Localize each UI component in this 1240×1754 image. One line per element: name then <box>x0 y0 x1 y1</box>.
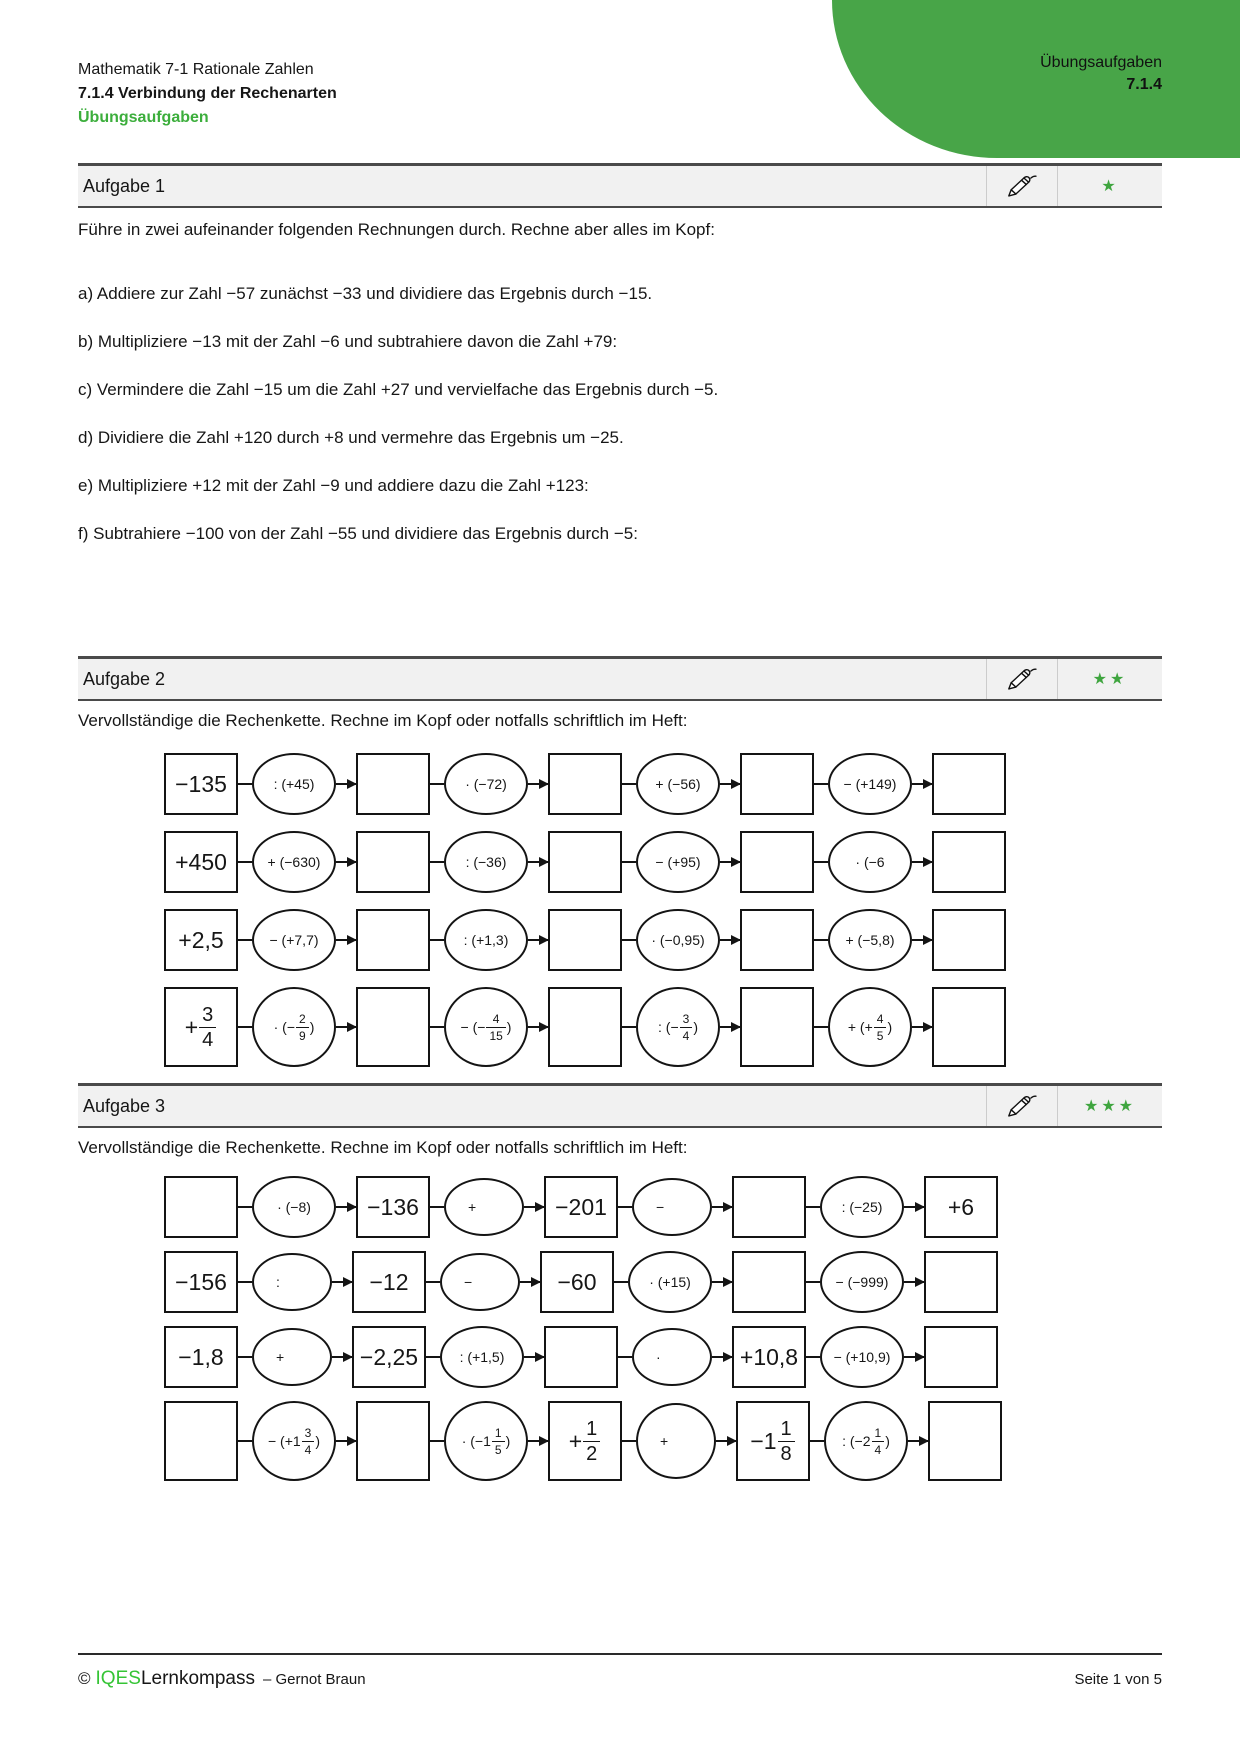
line-connector <box>238 939 252 942</box>
chain-empty-box <box>740 753 814 815</box>
header-chapter-line: 7.1.4 Verbindung der Rechenarten <box>78 85 337 102</box>
line-connector <box>622 1026 636 1029</box>
fraction: $\frac{1}{5}$ <box>492 1427 505 1456</box>
chain-empty-box <box>356 909 430 971</box>
page-content <box>78 0 1162 1494</box>
footer-brand <box>78 1668 366 1690</box>
pencil-icon <box>1006 1094 1038 1119</box>
chain-operation: + <box>444 1178 524 1236</box>
chain-operation: − (− $\frac{4}{15}$ ) <box>444 987 528 1067</box>
arrow-connector <box>908 1440 928 1443</box>
chain-empty-box <box>356 831 430 893</box>
pencil-icon <box>1006 174 1038 199</box>
chain-operation: : (+45) <box>252 753 336 815</box>
fraction: $\frac{2}{9}$ <box>296 1013 309 1042</box>
difficulty-stars: ★★★ <box>1057 1086 1162 1126</box>
task-item-a: a) Addiere zur Zahl −57 zunächst −33 und dividiere das Ergebnis durch −15. <box>78 284 653 303</box>
arrow-connector <box>336 939 356 942</box>
chain-operation: · (+15) <box>628 1251 712 1313</box>
chain-value-box: −201 <box>544 1176 618 1238</box>
chain-value-box: −1 $\frac{1}{8}$ <box>736 1401 810 1481</box>
line-connector <box>806 1281 820 1284</box>
chain-empty-box <box>924 1251 998 1313</box>
chain-operation: + (−5,8) <box>828 909 912 971</box>
arrow-connector <box>524 1356 544 1359</box>
chain-empty-box <box>548 909 622 971</box>
chain-empty-box <box>740 987 814 1067</box>
chain-operation: − <box>440 1253 520 1311</box>
chain-empty-box <box>932 987 1006 1067</box>
line-connector <box>238 783 252 786</box>
brand-iqes: IQES <box>95 1668 141 1689</box>
header-course-line: Mathematik 7-1 Rationale Zahlen <box>78 61 314 78</box>
arrow-connector <box>528 783 548 786</box>
chain-row <box>164 1251 1162 1313</box>
task-item-b: b) Multipliziere −13 mit der Zahl −6 und subtrahiere davon die Zahl +79: <box>78 332 618 351</box>
chain-operation: − (+1 $\frac{3}{4}$ ) <box>252 1401 336 1481</box>
line-connector <box>238 1356 252 1359</box>
chain-value-box: −136 <box>356 1176 430 1238</box>
section-title: Aufgabe 1 <box>83 175 166 196</box>
brand-lernkompass: Lernkompass <box>140 1668 255 1689</box>
line-connector <box>622 783 636 786</box>
chain-value-box: +6 <box>924 1176 998 1238</box>
chain-operation: · (−72) <box>444 753 528 815</box>
chain-row <box>164 909 1162 971</box>
arrow-connector <box>336 1440 356 1443</box>
fraction: $\frac{3}{4}$ <box>680 1013 693 1042</box>
chain-operation: : (−36) <box>444 831 528 893</box>
line-connector <box>238 1206 252 1209</box>
arrow-connector <box>332 1356 352 1359</box>
fraction: $\frac{3}{4}$ <box>199 1005 216 1050</box>
section-bar-aufgabe-2 <box>78 656 1162 701</box>
chain-value-box: −2,25 <box>352 1326 426 1388</box>
line-connector <box>430 939 444 942</box>
page-footer <box>78 1653 1162 1690</box>
line-connector <box>430 1026 444 1029</box>
arrow-connector <box>528 939 548 942</box>
chain-empty-box <box>732 1251 806 1313</box>
section-title: Aufgabe 3 <box>83 1095 166 1116</box>
line-connector <box>430 1440 444 1443</box>
chain-row <box>164 831 1162 893</box>
line-connector <box>810 1440 824 1443</box>
line-connector <box>618 1206 632 1209</box>
chain-value-box: −60 <box>540 1251 614 1313</box>
chain-value-box: −1,8 <box>164 1326 238 1388</box>
chain-value-box: −135 <box>164 753 238 815</box>
arrow-connector <box>336 1026 356 1029</box>
arrow-connector <box>712 1356 732 1359</box>
line-connector <box>238 861 252 864</box>
calculation-chains-aufgabe-3 <box>78 1176 1162 1481</box>
line-connector <box>238 1026 252 1029</box>
chain-operation: + (+ $\frac{4}{5}$ ) <box>828 987 912 1067</box>
chain-row <box>164 1176 1162 1238</box>
fraction: $\frac{1}{2}$ <box>583 1419 600 1464</box>
line-connector <box>426 1356 440 1359</box>
chain-operation: + <box>636 1403 716 1479</box>
line-connector <box>622 861 636 864</box>
header-subtitle-line: Übungsaufgaben <box>78 109 209 126</box>
arrow-connector <box>716 1440 736 1443</box>
chain-empty-box <box>732 1176 806 1238</box>
chain-operation: + <box>252 1328 332 1386</box>
difficulty-stars: ★ <box>1057 166 1162 206</box>
chain-operation: : (−2 $\frac{1}{4}$ ) <box>824 1401 908 1481</box>
chain-operation: − (+7,7) <box>252 909 336 971</box>
chain-empty-box <box>356 987 430 1067</box>
arrow-connector <box>528 1026 548 1029</box>
chain-operation: : (+1,5) <box>440 1326 524 1388</box>
arrow-connector <box>336 1206 356 1209</box>
chain-operation: + (−630) <box>252 831 336 893</box>
chain-operation: − (+95) <box>636 831 720 893</box>
arrow-connector <box>528 861 548 864</box>
line-connector <box>622 939 636 942</box>
line-connector <box>238 1440 252 1443</box>
chain-operation: · <box>632 1328 712 1386</box>
chain-operation: − (+149) <box>828 753 912 815</box>
task-item-e: e) Multipliziere +12 mit der Zahl −9 und addiere dazu die Zahl +123: <box>78 476 589 495</box>
arrow-connector <box>520 1281 540 1284</box>
fraction: $\frac{4}{5}$ <box>874 1013 887 1042</box>
task-intro: Vervollständige die Rechenkette. Rechne im Kopf oder notfalls schriftlich im Heft: <box>78 711 688 730</box>
arrow-connector <box>336 783 356 786</box>
chain-empty-box <box>548 831 622 893</box>
line-connector <box>814 939 828 942</box>
chain-empty-box <box>164 1176 238 1238</box>
chain-value-box: −12 <box>352 1251 426 1313</box>
task-item-f: f) Subtrahiere −100 von der Zahl −55 und dividiere das Ergebnis durch −5: <box>78 524 638 543</box>
arrow-connector <box>912 861 932 864</box>
arrow-connector <box>332 1281 352 1284</box>
chain-value-box: + $\frac{3}{4}$ <box>164 987 238 1067</box>
pencil-cell <box>986 659 1057 699</box>
line-connector <box>238 1281 252 1284</box>
calculation-chains-aufgabe-2 <box>78 753 1162 1067</box>
arrow-connector <box>524 1206 544 1209</box>
chain-row <box>164 987 1162 1067</box>
fraction: $\frac{1}{8}$ <box>778 1419 795 1464</box>
arrow-connector <box>720 1026 740 1029</box>
arrow-connector <box>912 1026 932 1029</box>
line-connector <box>806 1356 820 1359</box>
task-item-d: d) Dividiere die Zahl +120 durch +8 und vermehre das Ergebnis um −25. <box>78 428 624 447</box>
arrow-connector <box>528 1440 548 1443</box>
chain-operation: : <box>252 1253 332 1311</box>
fraction: $\frac{4}{15}$ <box>486 1013 505 1042</box>
line-connector <box>814 1026 828 1029</box>
line-connector <box>814 783 828 786</box>
document-header <box>78 58 1162 130</box>
chain-empty-box <box>356 1401 430 1481</box>
chain-operation: : (−25) <box>820 1176 904 1238</box>
line-connector <box>814 861 828 864</box>
line-connector <box>806 1206 820 1209</box>
line-connector <box>430 861 444 864</box>
line-connector <box>618 1356 632 1359</box>
chain-value-box: +2,5 <box>164 909 238 971</box>
pencil-icon <box>1006 667 1038 692</box>
chain-empty-box <box>924 1326 998 1388</box>
arrow-connector <box>912 939 932 942</box>
line-connector <box>614 1281 628 1284</box>
arrow-connector <box>720 939 740 942</box>
arrow-connector <box>904 1206 924 1209</box>
chain-row <box>164 1326 1162 1388</box>
arrow-connector <box>712 1281 732 1284</box>
chain-empty-box <box>932 831 1006 893</box>
section-bar-aufgabe-1 <box>78 163 1162 208</box>
chain-row <box>164 1401 1162 1481</box>
chain-operation: · (−0,95) <box>636 909 720 971</box>
fraction: $\frac{3}{4}$ <box>302 1427 315 1456</box>
arrow-connector <box>720 861 740 864</box>
arrow-connector <box>336 861 356 864</box>
task-intro: Führe in zwei aufeinander folgenden Rechnungen durch. Rechne aber alles im Kopf: <box>78 220 715 239</box>
chain-operation: − (−999) <box>820 1251 904 1313</box>
chain-operation: + (−56) <box>636 753 720 815</box>
fraction: $\frac{1}{4}$ <box>872 1427 885 1456</box>
task-item-list <box>78 284 1162 544</box>
chain-value-box: +450 <box>164 831 238 893</box>
chain-operation: · (−6 <box>828 831 912 893</box>
line-connector <box>426 1281 440 1284</box>
chain-operation: : (+1,3) <box>444 909 528 971</box>
chain-operation: · (−1 $\frac{1}{5}$ ) <box>444 1401 528 1481</box>
arrow-connector <box>912 783 932 786</box>
chain-empty-box <box>740 831 814 893</box>
chain-row <box>164 753 1162 815</box>
chain-empty-box <box>356 753 430 815</box>
line-connector <box>430 783 444 786</box>
arrow-connector <box>712 1206 732 1209</box>
chain-value-box: −156 <box>164 1251 238 1313</box>
page-number: Seite 1 von 5 <box>1074 1671 1162 1688</box>
pencil-cell <box>986 166 1057 206</box>
badge-label: Übungsaufgaben <box>1040 54 1162 71</box>
chain-empty-box <box>548 753 622 815</box>
chain-empty-box <box>164 1401 238 1481</box>
chain-empty-box <box>932 753 1006 815</box>
chain-value-box: +10,8 <box>732 1326 806 1388</box>
arrow-connector <box>720 783 740 786</box>
footer-author: – Gernot Braun <box>263 1671 366 1688</box>
section-title: Aufgabe 2 <box>83 668 166 689</box>
difficulty-stars: ★★ <box>1057 659 1162 699</box>
badge-code: 7.1.4 <box>1126 76 1162 93</box>
section-bar-aufgabe-3 <box>78 1083 1162 1128</box>
chain-operation: − (+10,9) <box>820 1326 904 1388</box>
arrow-connector <box>904 1281 924 1284</box>
task-intro: Vervollständige die Rechenkette. Rechne im Kopf oder notfalls schriftlich im Heft: <box>78 1138 688 1157</box>
chain-empty-box <box>928 1401 1002 1481</box>
chain-operation: − <box>632 1178 712 1236</box>
chain-empty-box <box>740 909 814 971</box>
copyright-icon: © <box>78 1669 91 1688</box>
chain-empty-box <box>932 909 1006 971</box>
chain-operation: · (−8) <box>252 1176 336 1238</box>
chain-value-box: + $\frac{1}{2}$ <box>548 1401 622 1481</box>
pencil-cell <box>986 1086 1057 1126</box>
chain-operation: · (− $\frac{2}{9}$ ) <box>252 987 336 1067</box>
task-item-c: c) Vermindere die Zahl −15 um die Zahl +27 und vervielfache das Ergebnis durch −5. <box>78 380 719 399</box>
chain-empty-box <box>548 987 622 1067</box>
line-connector <box>622 1440 636 1443</box>
chain-operation: : (− $\frac{3}{4}$ ) <box>636 987 720 1067</box>
chain-empty-box <box>544 1326 618 1388</box>
arrow-connector <box>904 1356 924 1359</box>
line-connector <box>430 1206 444 1209</box>
